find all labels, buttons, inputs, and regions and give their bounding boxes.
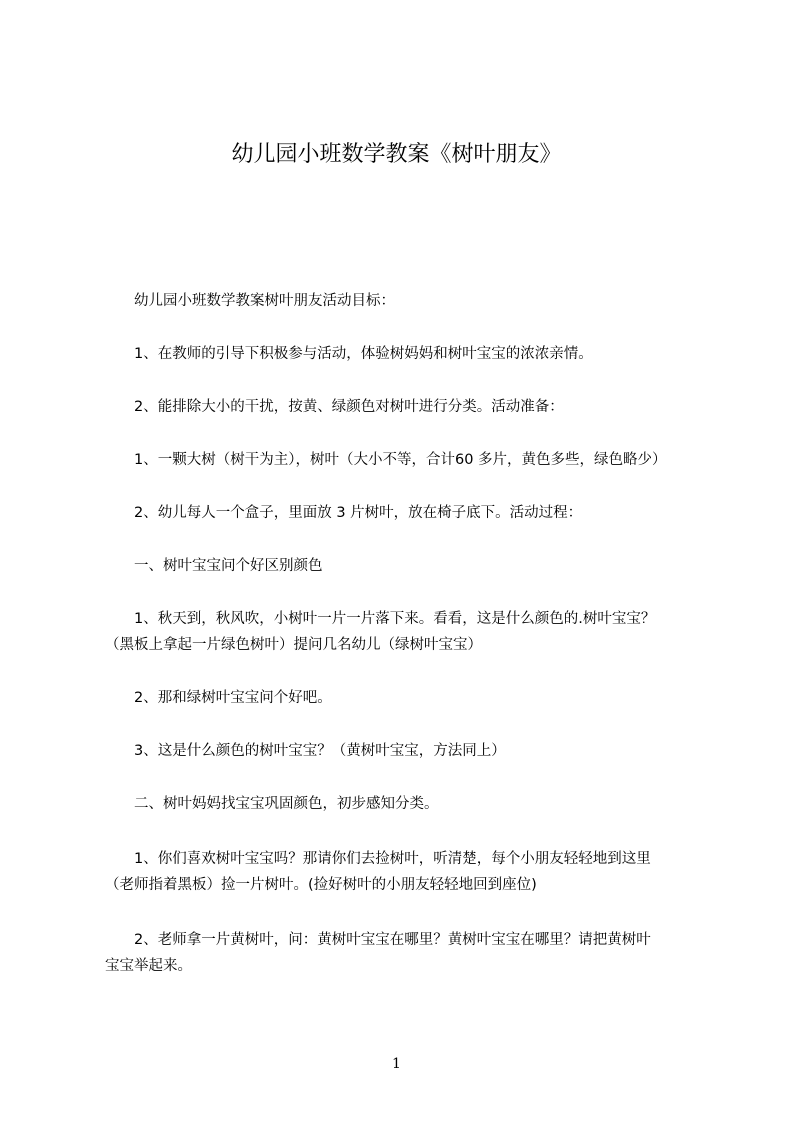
paragraph-line: （老师指着黑板）捡一片树叶。(捡好树叶的小朋友轻轻地回到座位)	[105, 877, 537, 893]
paragraph-section-1-step-2	[105, 685, 717, 711]
paragraph-line: 宝宝举起来。	[105, 958, 192, 974]
paragraph-preparation-1	[105, 447, 717, 473]
paragraph-objective-2	[105, 394, 717, 420]
paragraph-objectives-heading	[105, 288, 717, 314]
paragraph-section-1-step-3	[105, 738, 717, 764]
paragraph-section-1-step-1	[105, 606, 717, 658]
paragraph-line: 1、秋天到，秋风吹，小树叶一片一片落下来。看看，这是什么颜色的.树叶宝宝？	[105, 611, 656, 627]
paragraph-line: 1、在教师的引导下积极参与活动，体验树妈妈和树叶宝宝的浓浓亲情。	[105, 346, 593, 362]
paragraph-section-1-heading	[105, 553, 717, 579]
paragraph-line: 二、树叶妈妈找宝宝巩固颜色，初步感知分类。	[105, 796, 439, 812]
paragraph-line: 2、老师拿一片黄树叶，问：黄树叶宝宝在哪里？黄树叶宝宝在哪里？请把黄树叶	[105, 932, 651, 948]
paragraph-section-2-heading	[105, 791, 717, 817]
page-number: 1	[392, 1056, 401, 1072]
paragraph-line: 一、树叶宝宝问个好区别颜色	[105, 558, 323, 574]
paragraph-line: 2、幼儿每人一个盒子，里面放 3 片树叶，放在椅子底下。活动过程：	[105, 505, 583, 521]
paragraph-line: 1、你们喜欢树叶宝宝吗？那请你们去捡树叶，听清楚，每个小朋友轻轻地到这里	[105, 851, 651, 867]
paragraph-line: （黑板上拿起一片绿色树叶）提问几名幼儿（绿树叶宝宝）	[105, 637, 482, 653]
paragraph-section-2-step-2	[105, 927, 717, 979]
paragraph-line: 2、那和绿树叶宝宝问个好吧。	[105, 690, 332, 706]
paragraph-line: 2、能排除大小的干扰，按黄、绿颜色对树叶进行分类。活动准备：	[105, 399, 564, 415]
paragraph-line: 3、这是什么颜色的树叶宝宝？（黄树叶宝宝，方法同上）	[105, 743, 506, 759]
paragraph-objective-1	[105, 341, 717, 367]
paragraph-section-2-step-1	[105, 846, 717, 898]
paragraph-line: 1、一颗大树（树干为主），树叶（大小不等，合计60 多片，黄色多些，绿色略少）	[105, 452, 667, 468]
paragraph-line: 幼儿园小班数学教案树叶朋友活动目标：	[105, 293, 395, 309]
paragraph-preparation-2	[105, 500, 717, 526]
document-title: 幼儿园小班数学教案《树叶朋友》	[231, 142, 562, 167]
